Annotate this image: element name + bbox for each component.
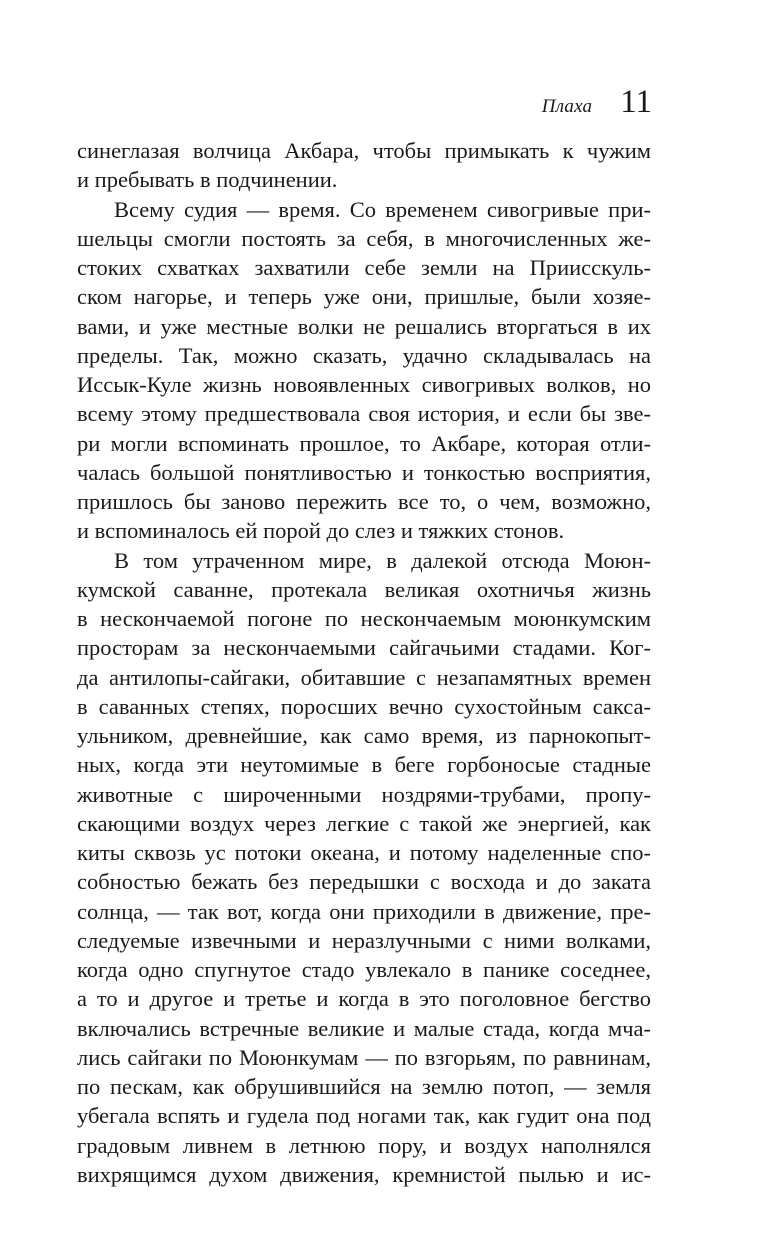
text-line: животные с широченными ноздрями-трубами, пропу- [77, 781, 651, 807]
text-line: всему этому предшествовала своя история, и если бы зве- [77, 401, 651, 427]
text-line: в саванных степях, поросших вечно сухостойным сакса- [77, 693, 651, 719]
page-header [542, 86, 652, 119]
text-line: скающими воздух через легкие с такой же энергией, как [77, 810, 651, 836]
text-line: а то и другое и третье и когда в это поголовное бегство [77, 986, 651, 1012]
text-line: и вспоминалось ей порой до слез и тяжких стонов. [77, 518, 565, 544]
text-line: включались встречные великие и малые стада, когда мча- [77, 1015, 651, 1041]
text-line: пределы. Так, можно сказать, удачно складывалась на [77, 342, 651, 368]
text-line: ском нагорье, и теперь уже они, пришлые, были хозяе- [77, 284, 651, 310]
text-line: Иссык-Куле жизнь новоявленных сивогривых волков, но [77, 372, 651, 397]
text-line: вихрящимся духом движения, кремнистой пылью и ис- [77, 1161, 651, 1187]
text-line: кумской саванне, протекала великая охотничья жизнь [77, 576, 651, 602]
text-line: по пескам, как обрушившийся на землю потоп, — земля [77, 1074, 651, 1099]
text-line: и пребывать в подчинении. [77, 167, 338, 193]
text-line: собностью бежать без передышки с восхода и до заката [77, 869, 651, 895]
text-line: в нескончаемой погоне по нескончаемым моюнкумским [77, 606, 651, 631]
text-line: градовым ливнем в летнюю пору, и воздух наполнялся [77, 1132, 651, 1158]
text-line: синеглазая волчица Акбара, чтобы примыкать к чужим [77, 138, 651, 163]
text-line: стоких схватках захватили себе земли на Приисскуль- [77, 255, 651, 280]
text-line: чалась большой понятливостью и тонкостью восприятия, [77, 459, 651, 485]
text-line: ри могли вспоминать прошлое, то Акбаре, которая отли- [77, 430, 651, 456]
text-line: да антилопы-сайгаки, обитавшие с незапамятных времен [77, 664, 651, 690]
text-line: лись сайгаки по Моюнкумам — по взгорьям, по равнинам, [77, 1044, 651, 1070]
paragraph-first-line: В том утраченном мире, в далекой отсюда Моюн- [114, 547, 651, 573]
body-text [77, 136, 651, 1189]
text-line: киты сквозь ус потоки океана, и потому наделенные спо- [77, 840, 651, 865]
text-line: шельцы смогли постоять за себя, в многочисленных же- [77, 225, 651, 251]
page-number: 11 [620, 84, 652, 120]
text-line: ульником, древнейшие, как само время, из парнокопыт- [77, 723, 651, 748]
text-line: убегала вспять и гудела под ногами так, как гудит она под [77, 1103, 651, 1129]
paragraph-first-line: Всему судия — время. Со временем сивогривые при- [114, 196, 651, 222]
text-line: солнца, — так вот, когда они приходили в движение, пре- [77, 898, 651, 924]
text-line: когда одно спугнутое стадо увлекало в панике соседнее, [77, 957, 651, 982]
text-line: пришлось бы заново пережить все то, о чем, возможно, [77, 489, 651, 514]
text-line: вами, и уже местные волки не решались вторгаться в их [77, 313, 651, 339]
running-title: Плаха [541, 96, 593, 117]
text-line: просторам за нескончаемыми сайгачьими стадами. Ког- [77, 635, 651, 661]
text-line: следуемые извечными и неразлучными с ними волками, [77, 927, 651, 953]
text-line: ных, когда эти неутомимые в беге горбоносые стадные [77, 752, 651, 778]
